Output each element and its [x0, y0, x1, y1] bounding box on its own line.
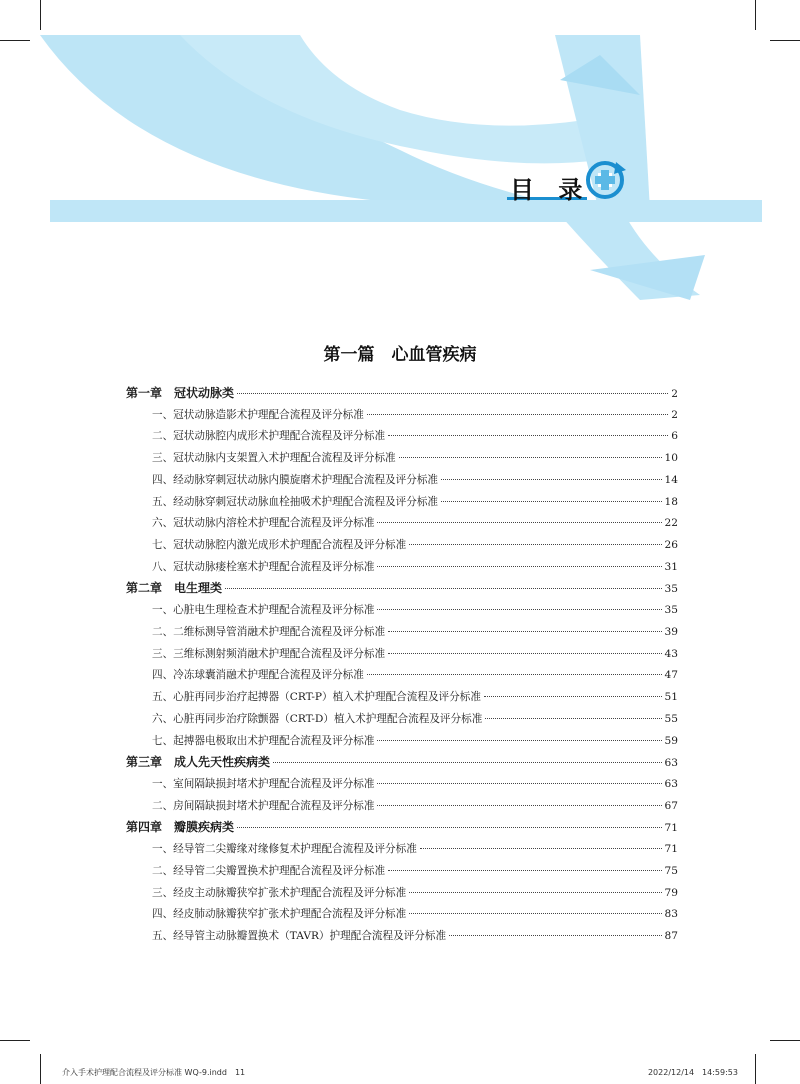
page-number: 63 [664, 777, 678, 790]
crop-mark [40, 1054, 41, 1084]
page-number: 79 [664, 886, 678, 899]
leader-dots [441, 479, 661, 480]
page-number: 83 [664, 908, 678, 921]
leader-dots [377, 566, 661, 567]
toc-section-row[interactable] [126, 513, 678, 535]
leader-dots [409, 913, 661, 914]
section-title: 一、室间隔缺损封堵术护理配合流程及评分标准 [152, 777, 375, 790]
page-number: 31 [664, 560, 678, 573]
toc-section-row[interactable] [126, 426, 678, 448]
section-title: 四、经动脉穿刺冠状动脉内膜旋磨术护理配合流程及评分标准 [152, 473, 439, 486]
leader-dots [237, 393, 668, 394]
leader-dots [367, 674, 662, 675]
page-number: 10 [664, 452, 678, 465]
section-title: 七、起搏器电极取出术护理配合流程及评分标准 [152, 734, 375, 747]
section-title: 八、冠状动脉瘘栓塞术护理配合流程及评分标准 [152, 560, 375, 573]
toc-section-row[interactable] [126, 448, 678, 470]
footer-file-info: 介入手术护理配合流程及评分标准 WQ-9.indd 11 [62, 1068, 246, 1077]
toc-section-row[interactable] [126, 470, 678, 492]
leader-dots [367, 414, 668, 415]
leader-dots [377, 522, 661, 523]
leader-dots [388, 435, 668, 436]
toc-chapter-row[interactable] [126, 578, 678, 600]
page-number: 2 [671, 388, 678, 400]
table-of-contents [126, 383, 678, 948]
toc-chapter-row[interactable] [126, 383, 678, 405]
toc-title: 目 录 [510, 176, 591, 204]
page-number: 71 [664, 843, 678, 856]
crop-mark [770, 1040, 800, 1041]
section-title: 三、冠状动脉内支架置入术护理配合流程及评分标准 [152, 452, 396, 465]
leader-dots [449, 935, 661, 936]
toc-section-row[interactable] [126, 665, 678, 687]
section-title: 三、三维标测射频消融术护理配合流程及评分标准 [152, 647, 386, 660]
page-number: 67 [664, 799, 678, 812]
leader-dots [225, 588, 662, 589]
section-title: 二、冠状动脉腔内成形术护理配合流程及评分标准 [152, 430, 386, 443]
toc-section-row[interactable] [126, 731, 678, 753]
section-title: 一、冠状动脉造影术护理配合流程及评分标准 [152, 408, 364, 421]
toc-section-row[interactable] [126, 926, 678, 948]
toc-section-row[interactable] [126, 492, 678, 514]
leader-dots [388, 653, 661, 654]
toc-section-row[interactable] [126, 405, 678, 427]
part-title: 第一篇 心血管疾病 [323, 345, 477, 365]
leader-dots [409, 544, 661, 545]
page-number: 51 [664, 691, 678, 704]
chapter-title: 第一章 冠状动脉类 [126, 386, 235, 400]
leader-dots [485, 718, 661, 719]
crop-mark [755, 1054, 756, 1084]
leader-dots [377, 609, 661, 610]
page-number: 35 [664, 583, 678, 596]
toc-section-row[interactable] [126, 644, 678, 666]
chapter-title: 第二章 电生理类 [126, 581, 223, 596]
chapter-title: 第三章 成人先天性疾病类 [126, 755, 271, 770]
toc-section-row[interactable] [126, 839, 678, 861]
leader-dots [399, 457, 662, 458]
section-title: 一、心脏电生理检查术护理配合流程及评分标准 [152, 604, 375, 617]
toc-section-row[interactable] [126, 904, 678, 926]
page-number: 26 [664, 539, 678, 552]
leader-dots [441, 501, 661, 502]
page-number: 63 [664, 757, 678, 770]
leader-dots [273, 762, 662, 763]
toc-section-row[interactable] [126, 774, 678, 796]
leader-dots [377, 805, 661, 806]
toc-section-row[interactable] [126, 600, 678, 622]
toc-section-row[interactable] [126, 709, 678, 731]
section-title: 二、经导管二尖瓣置换术护理配合流程及评分标准 [152, 864, 386, 877]
page-number: 43 [664, 647, 678, 660]
page-number: 22 [664, 517, 678, 530]
toc-section-row[interactable] [126, 861, 678, 883]
section-title: 六、心脏再同步治疗除颤器（CRT-D）植入术护理配合流程及评分标准 [152, 712, 483, 725]
section-title: 三、经皮主动脉瓣狭窄扩张术护理配合流程及评分标准 [152, 886, 407, 899]
page-number: 18 [664, 495, 678, 508]
header-arrow-decoration [0, 0, 800, 310]
page-number: 35 [664, 604, 678, 617]
leader-dots [420, 848, 662, 849]
section-title: 四、经皮肺动脉瓣狭窄扩张术护理配合流程及评分标准 [152, 908, 407, 921]
leader-dots [377, 783, 661, 784]
page-number: 87 [664, 929, 678, 942]
toc-section-row[interactable] [126, 535, 678, 557]
page-number: 47 [664, 669, 678, 682]
leader-dots [484, 696, 662, 697]
page-number: 14 [664, 473, 678, 486]
toc-section-row[interactable] [126, 557, 678, 579]
section-title: 五、心脏再同步治疗起搏器（CRT-P）植入术护理配合流程及评分标准 [152, 691, 481, 704]
section-title: 一、经导管二尖瓣缘对缘修复术护理配合流程及评分标准 [152, 843, 417, 856]
page-number: 71 [664, 822, 678, 835]
leader-dots [388, 631, 661, 632]
section-title: 二、二维标测导管消融术护理配合流程及评分标准 [152, 625, 386, 638]
page-number: 2 [671, 408, 678, 421]
chapter-title: 第四章 瓣膜疾病类 [126, 820, 235, 835]
leader-dots [237, 827, 662, 828]
toc-chapter-row[interactable] [126, 752, 678, 774]
section-title: 六、冠状动脉内溶栓术护理配合流程及评分标准 [152, 517, 375, 530]
page-number: 55 [664, 712, 678, 725]
section-title: 四、冷冻球囊消融术护理配合流程及评分标准 [152, 669, 364, 682]
toc-section-row[interactable] [126, 796, 678, 818]
leader-dots [409, 892, 661, 893]
leader-dots [388, 870, 661, 871]
page-number: 6 [671, 430, 678, 443]
crop-mark [0, 1040, 30, 1041]
section-title: 五、经导管主动脉瓣置换术（TAVR）护理配合流程及评分标准 [152, 929, 447, 942]
page-number: 39 [664, 625, 678, 638]
toc-chapter-row[interactable] [126, 817, 678, 839]
section-title: 七、冠状动脉腔内激光成形术护理配合流程及评分标准 [152, 539, 407, 552]
page-number: 59 [664, 734, 678, 747]
footer-timestamp: 2022/12/14 14:59:53 [647, 1068, 738, 1077]
toc-section-row[interactable] [126, 687, 678, 709]
toc-section-row[interactable] [126, 622, 678, 644]
section-title: 二、房间隔缺损封堵术护理配合流程及评分标准 [152, 799, 375, 812]
toc-section-row[interactable] [126, 883, 678, 905]
section-title: 五、经动脉穿刺冠状动脉血栓抽吸术护理配合流程及评分标准 [152, 495, 439, 508]
page-number: 75 [664, 864, 678, 877]
leader-dots [377, 740, 661, 741]
